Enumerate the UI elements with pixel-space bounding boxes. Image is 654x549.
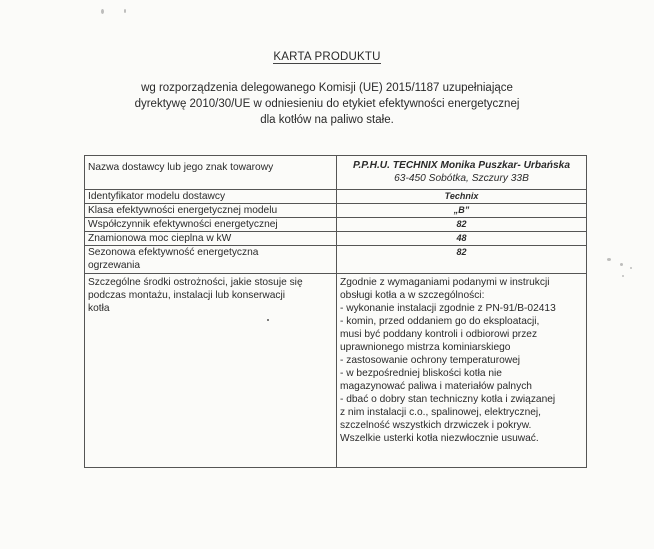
notes-line: - zastosowanie ochrony temperaturowej [340,355,521,366]
notes-line: uprawnionego mistrza kominiarskiego [340,342,511,353]
label-line: podczas montażu, instalacji lub konserwacji [88,290,286,301]
subtitle-line: wg rozporządzenia delegowanego Komisji (UE) 2015/1187 uzupełniające [141,82,513,94]
notes-line: obsługi kotła a w szczególności: [340,290,485,301]
table-row [85,190,587,204]
label-line: kotła [88,303,110,314]
model-id-value: Technix [337,190,587,204]
seasonal-efficiency-label [85,246,337,274]
table-row [85,204,587,218]
label-line: Sezonowa efektywność energetyczna [88,247,259,258]
efficiency-index-value: 82 [337,218,587,232]
label-line: ogrzewania [88,260,141,271]
notes-line: - w bezpośredniej bliskości kotła nie [340,368,502,379]
document-subtitle [0,80,654,128]
table-row [85,232,587,246]
precautions-value [337,274,587,468]
rated-heat-output-label: Znamionowa moc cieplna w kW [85,232,337,246]
notes-line: - komin, przed oddaniem go do eksploatacji, [340,316,540,327]
notes-line: z nim instalacji c.o., spalinowej, elektrycznej, [340,407,541,418]
seasonal-efficiency-value: 82 [337,246,587,274]
product-card-table [84,155,587,468]
table-row [85,246,587,274]
notes-line: - wykonanie instalacji zgodnie z PN-91/B-02413 [340,303,556,314]
supplier-name-value [337,156,587,190]
label-line: Szczególne środki ostrożności, jakie stosuje się [88,277,303,288]
supplier-name-label: Nazwa dostawcy lub jego znak towarowy [85,156,337,190]
notes-line: Zgodnie z wymaganiami podanymi w instrukcji [340,277,550,288]
notes-line: magazynować paliwa i materiałów palnych [340,381,532,392]
table-row [85,156,587,190]
efficiency-index-label: Współczynnik efektywności energetycznej [85,218,337,232]
scan-speck [620,263,623,266]
notes-line: - dbać o dobry stan techniczny kotła i związanej [340,394,556,405]
notes-line: musi być poddany kontroli i odbiorowi przez [340,329,538,340]
subtitle-line: dyrektywę 2010/30/UE w odniesieniu do etykiet efektywności energetycznej [134,98,520,110]
scan-speck [607,258,611,261]
scan-speck [101,9,104,14]
model-id-label: Identyfikator modelu dostawcy [85,190,337,204]
table-row [85,274,587,468]
precautions-label [85,274,337,468]
supplier-address: 63-450 Sobótka, Szczury 33B [394,173,529,184]
supplier-name: P.P.H.U. TECHNIX Monika Puszkar- Urbańska [352,160,571,171]
document-title: KARTA PRODUKTU [273,51,381,63]
table-row [85,218,587,232]
energy-class-label: Klasa efektywności energetycznej modelu [85,204,337,218]
notes-line: szczelność wszystkich drzwiczek i pokryw. [340,420,532,431]
rated-heat-output-value: 48 [337,232,587,246]
scan-speck [622,275,624,277]
scan-speck [124,9,126,13]
energy-class-value: „B” [337,204,587,218]
scan-speck [267,319,269,321]
scan-speck [630,267,632,269]
notes-line: Wszelkie usterki kotła niezwłocznie usuwać. [340,433,539,444]
subtitle-line: dla kotłów na paliwo stałe. [260,114,394,126]
